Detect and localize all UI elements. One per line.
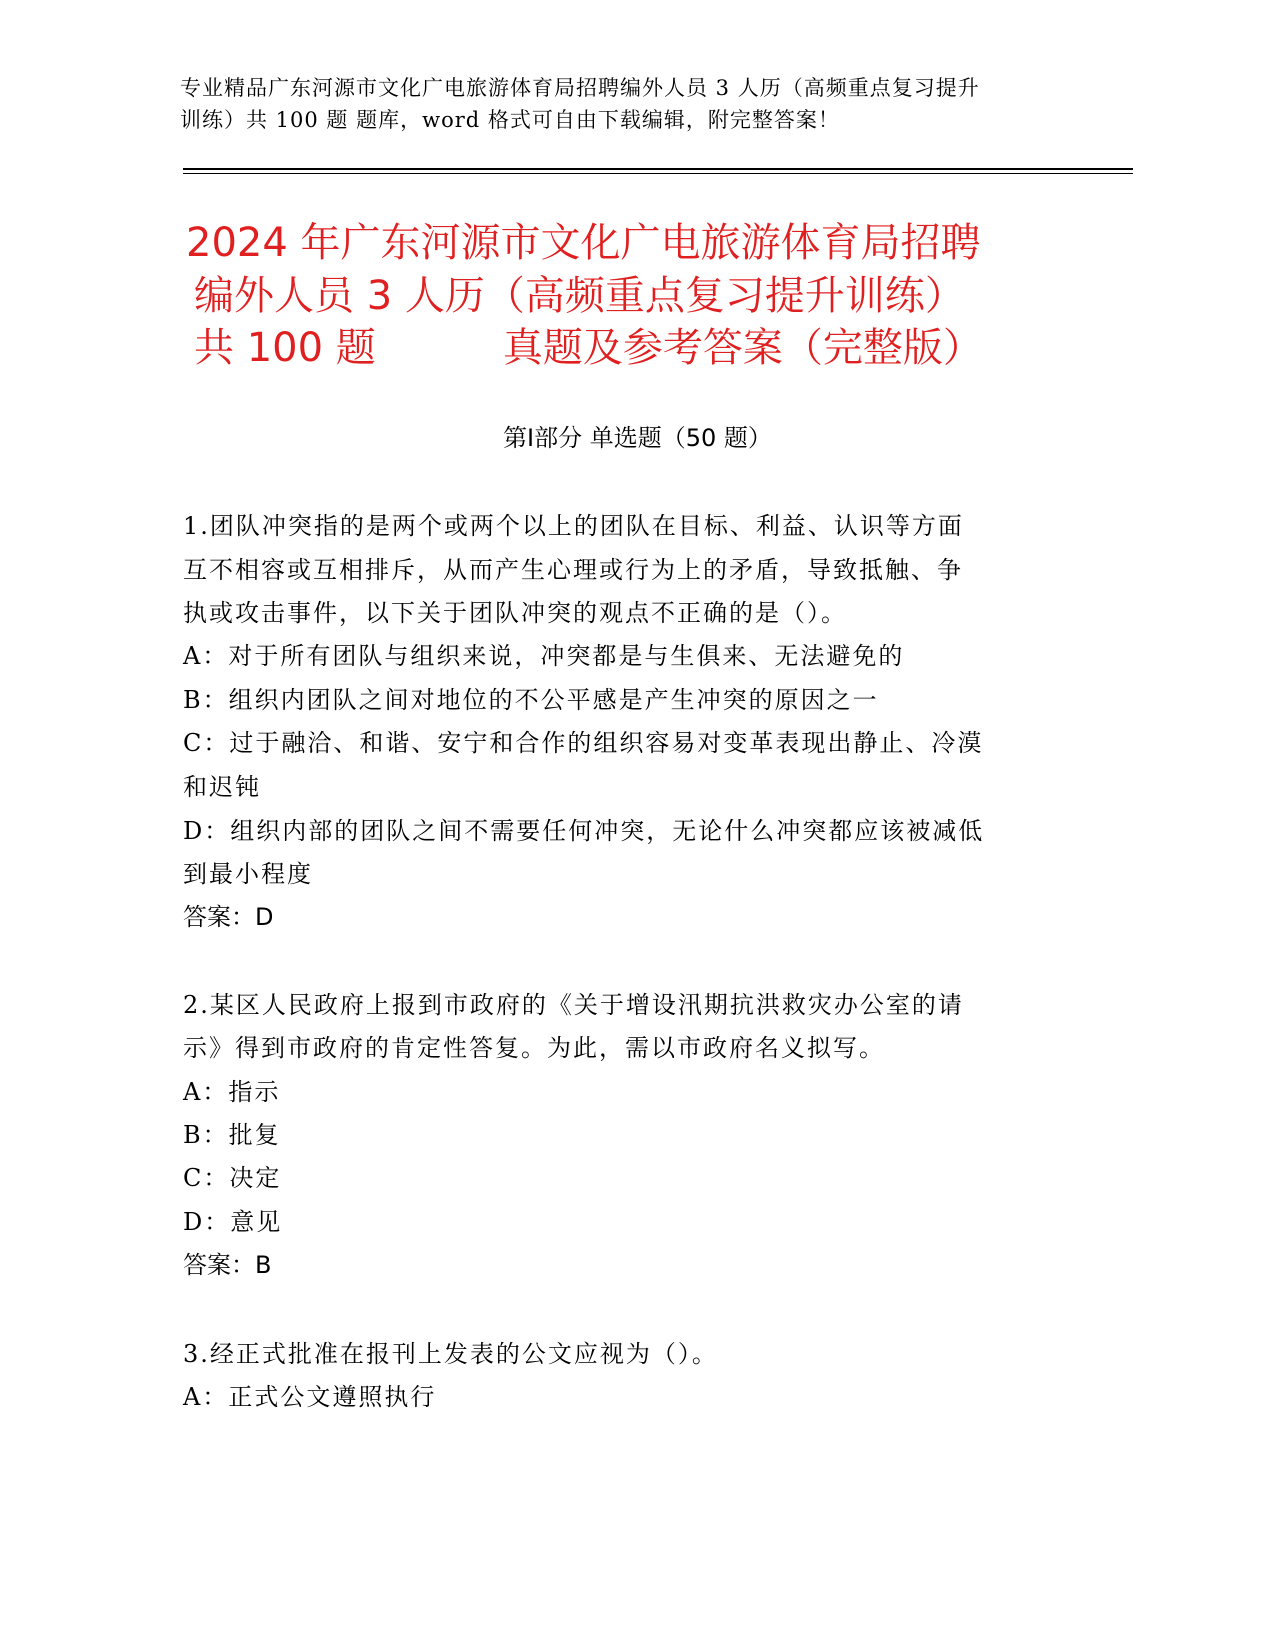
question-1-line-2: 互不相容或互相排斥，从而产生心理或行为上的矛盾，导致抵触、争 xyxy=(183,556,963,584)
question-1-option-c-cont: 和迟钝 xyxy=(183,773,261,801)
question-1-option-a: A：对于所有团队与组织来说，冲突都是与生俱来、无法避免的 xyxy=(183,642,905,670)
question-2-option-c: C：决定 xyxy=(183,1164,282,1192)
doc-title-line-2: 编外人员 3 人历（高频重点复习提升训练） xyxy=(194,273,965,319)
question-1-option-d: D：组织内部的团队之间不需要任何冲突，无论什么冲突都应该被减低 xyxy=(183,817,985,845)
question-2-option-b: B：批复 xyxy=(183,1121,281,1149)
header-line-2: 训练）共 100 题 题库，word 格式可自由下载编辑，附完整答案！ xyxy=(180,108,840,132)
question-1-option-c: C：过于融洽、和谐、安宁和合作的组织容易对变革表现出静止、冷漠 xyxy=(183,729,984,757)
question-1-answer: 答案：D xyxy=(183,903,274,931)
header-rule-top xyxy=(183,168,1133,170)
question-1-option-d-cont: 到最小程度 xyxy=(183,860,313,888)
question-3-option-a: A：正式公文遵照执行 xyxy=(183,1383,437,1411)
header-line-1: 专业精品广东河源市文化广电旅游体育局招聘编外人员 3 人历（高频重点复习提升 xyxy=(180,76,980,100)
section-title: 第Ⅰ部分 单选题（50 题） xyxy=(503,424,772,452)
question-2-option-a: A：指示 xyxy=(183,1078,281,1106)
question-1-line-3: 执或攻击事件，以下关于团队冲突的观点不正确的是（）。 xyxy=(183,599,847,627)
question-3-line-1: 3.经正式批准在报刊上发表的公文应视为（）。 xyxy=(183,1340,718,1368)
question-2-line-1: 2.某区人民政府上报到市政府的《关于增设汛期抗洪救灾办公室的请 xyxy=(183,991,964,1019)
question-2-answer: 答案：B xyxy=(183,1251,272,1279)
question-2-line-2: 示》得到市政府的肯定性答复。为此，需以市政府名义拟写。 xyxy=(183,1034,885,1062)
header-rule-bottom xyxy=(183,173,1133,174)
doc-title-line-3: 共 100 题 真题及参考答案（完整版） xyxy=(194,325,983,371)
question-1-line-1: 1.团队冲突指的是两个或两个以上的团队在目标、利益、认识等方面 xyxy=(183,512,964,540)
question-2-option-d: D：意见 xyxy=(183,1208,283,1236)
doc-title-line-1: 2024 年广东河源市文化广电旅游体育局招聘 xyxy=(186,220,981,266)
question-1-option-b: B：组织内团队之间对地位的不公平感是产生冲突的原因之一 xyxy=(183,686,879,714)
